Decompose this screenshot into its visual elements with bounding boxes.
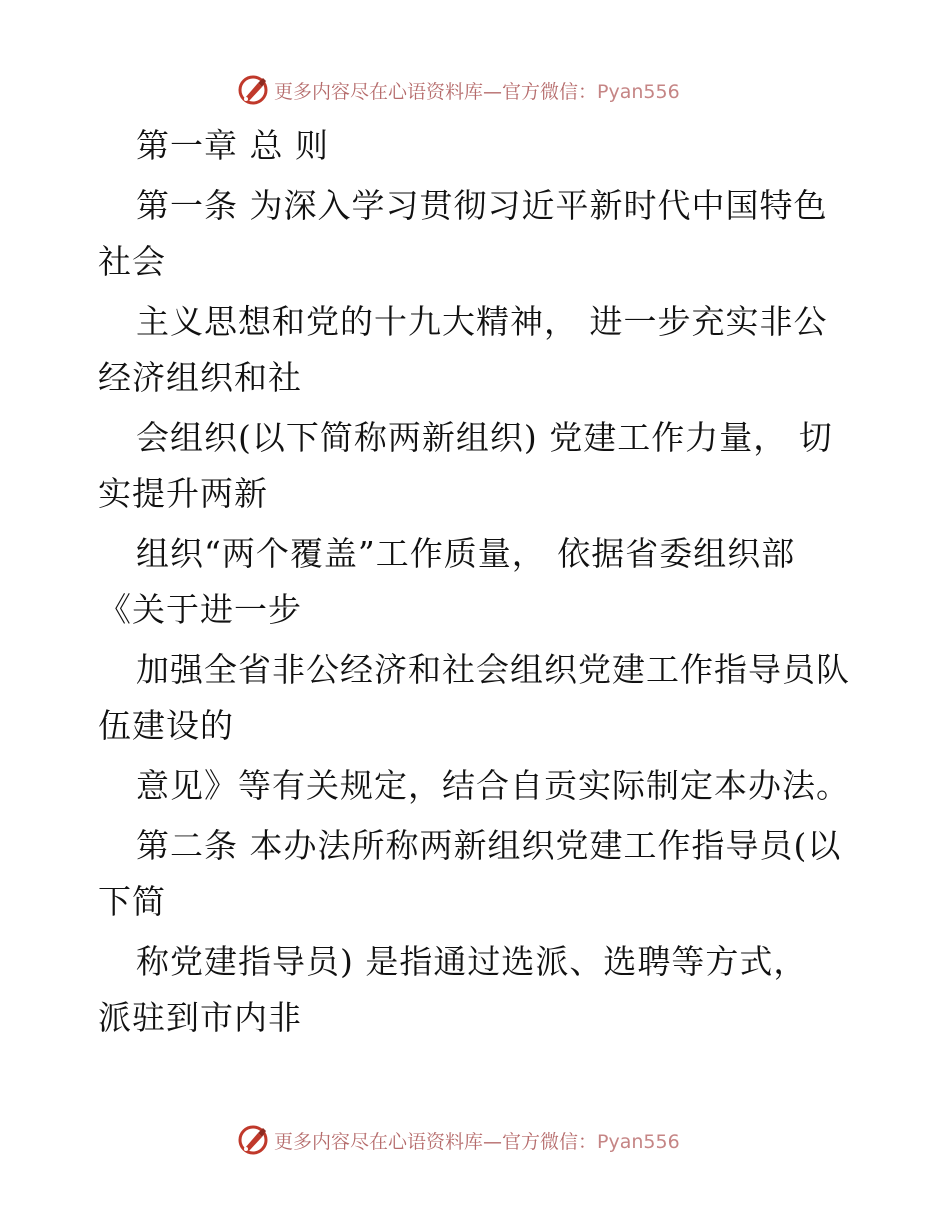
text-line: 派驻到市内非: [98, 998, 302, 1037]
watermark-wechat-id: Pyan556: [597, 1130, 680, 1153]
watermark-row: [236, 74, 680, 106]
footer-watermark: [0, 1120, 950, 1160]
text-line: 伍建设的: [98, 706, 234, 745]
text-line: 主义思想和党的十九大精神， 进一步充实非公: [136, 302, 828, 341]
text-line: 加强全省非公经济和社会组织党建工作指导员队: [136, 650, 850, 689]
text-line: 组织“两个覆盖”工作质量， 依据省委组织部: [136, 534, 796, 573]
watermark-site: 更多内容尽在心语资料库: [274, 1130, 484, 1153]
watermark-dash: —: [483, 80, 503, 103]
text-line: 称党建指导员) 是指通过选派、选聘等方式，: [136, 942, 808, 981]
watermark-dash: —: [483, 1130, 503, 1153]
text-line: 意见》等有关规定，结合自贡实际制定本办法。: [136, 766, 850, 805]
text-line: 下简: [98, 882, 166, 921]
watermark-row: [236, 1124, 680, 1156]
text-line: 第一条 为深入学习贯彻习近平新时代中国特色: [136, 186, 828, 225]
text-line: 会组织(以下简称两新组织) 党建工作力量， 切: [136, 418, 833, 457]
watermark-wechat-label: 官方微信：: [502, 1130, 598, 1153]
pen-logo-icon: [236, 1123, 270, 1157]
text-line: 社会: [98, 242, 166, 281]
text-line: 实提升两新: [98, 474, 268, 513]
watermark-wechat-label: 官方微信：: [502, 80, 598, 103]
text-line: 经济组织和社: [98, 358, 302, 397]
header-watermark: [0, 70, 950, 110]
pen-logo-icon: [236, 73, 270, 107]
chapter-heading: 第一章 总 则: [136, 126, 329, 165]
watermark-text: [274, 1127, 680, 1154]
text-line: 《关于进一步: [98, 590, 302, 629]
text-line: 第二条 本办法所称两新组织党建工作指导员(以: [136, 826, 842, 865]
watermark-wechat-id: Pyan556: [597, 80, 680, 103]
watermark-site: 更多内容尽在心语资料库: [274, 80, 484, 103]
watermark-text: [274, 77, 680, 104]
